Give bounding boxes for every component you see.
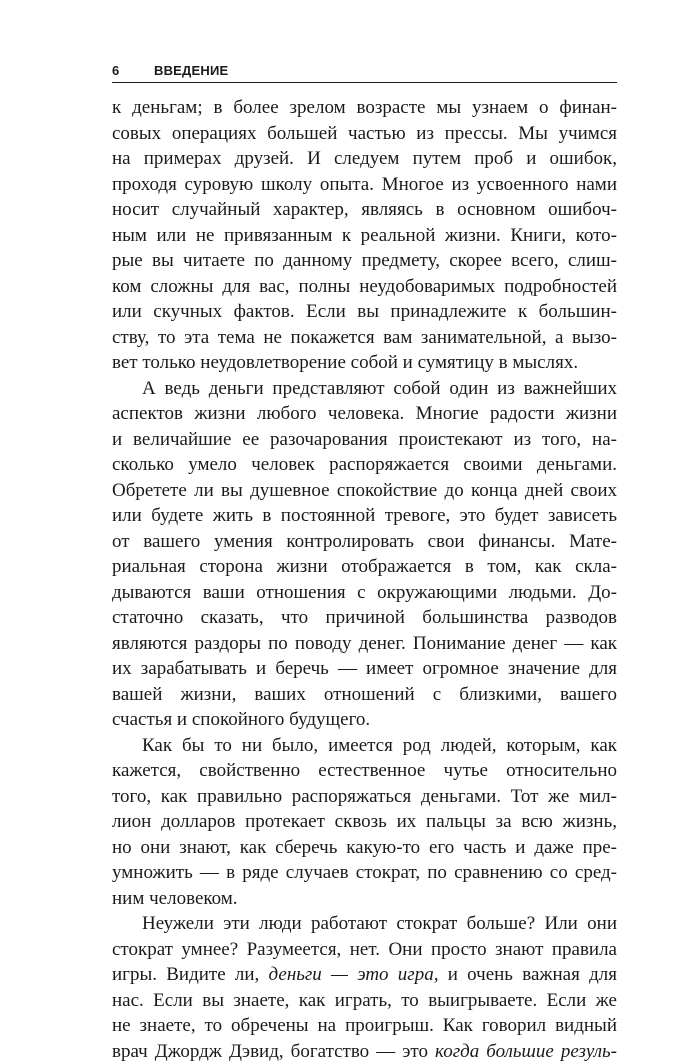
text-line: кажется, свойственно естественное чутье относительно (112, 758, 617, 784)
text-line: вет только неудовлетворение собой и сумятицу в мыслях. (112, 350, 617, 376)
section-title: ВВЕДЕНИЕ (154, 63, 228, 78)
text-run: врач Джордж Дэвид, богатство — это (112, 1041, 435, 1062)
text-line: не знаете, то обречены на проигрыш. Как говорил видный (112, 1013, 617, 1039)
text-line-with-italic (112, 962, 617, 988)
page-number: 6 (112, 63, 119, 78)
text-line: к деньгам; в более зрелом возрасте мы узнаем о финан- (112, 95, 617, 121)
text-line: дываются ваши отношения с окружающими людьми. До- (112, 580, 617, 606)
text-line: их зарабатывать и беречь — имеет огромное значение для (112, 656, 617, 682)
text-line: и величайшие ее разочарования проистекают из того, на- (112, 427, 617, 453)
paragraph-1 (112, 95, 617, 376)
text-line: ком сложны для вас, полны неудобоваримых подробностей (112, 274, 617, 300)
text-line: стократ умнее? Разумеется, нет. Они просто знают правила (112, 937, 617, 963)
text-line: риальная сторона жизни отображается в том, как скла- (112, 554, 617, 580)
text-line: но они знают, как сберечь какую-то его часть и даже пре- (112, 835, 617, 861)
text-line: или будете жить в постоянной тревоге, это будет зависеть (112, 503, 617, 529)
text-line: совых операциях большей частью из прессы. Мы учимся (112, 121, 617, 147)
paragraph-2 (112, 376, 617, 733)
text-line: Обретете ли вы душевное спокойствие до конца дней своих (112, 478, 617, 504)
text-line: статочно сказать, что причиной большинства разводов (112, 605, 617, 631)
text-line: сколько умело человек распоряжается своими деньгами. (112, 452, 617, 478)
text-run: и очень важная для (438, 964, 617, 985)
paragraph-3 (112, 733, 617, 912)
text-line: того, как правильно распоряжаться деньгами. Тот же мил- (112, 784, 617, 810)
text-line: счастья и спокойного будущего. (112, 707, 617, 733)
text-line: проходя суровую школу опыта. Многое из усвоенного нами (112, 172, 617, 198)
text-line: нас. Если вы знаете, как играть, то выигрываете. Если же (112, 988, 617, 1014)
text-line: Как бы то ни было, имеется род людей, которым, как (112, 733, 617, 759)
text-line: или скучных фактов. Если вы принадлежите к большин- (112, 299, 617, 325)
running-header (112, 58, 617, 83)
text-line: ству, то эта тема не покажется вам занимательной, а вызо- (112, 325, 617, 351)
text-line: Неужели эти люди работают стократ больше? Или они (112, 911, 617, 937)
text-line: рые вы читаете по данному предмету, скорее всего, слиш- (112, 248, 617, 274)
text-line: ным или не привязанным к реальной жизни. Книги, кото- (112, 223, 617, 249)
text-line: А ведь деньги представляют собой один из важнейших (112, 376, 617, 402)
body-text (112, 95, 617, 1064)
text-line: от вашего умения контролировать свои финансы. Мате- (112, 529, 617, 555)
text-line: носит случайный характер, являясь в основном ошибоч- (112, 197, 617, 223)
text-line: являются раздоры по поводу денег. Понимание денег — как (112, 631, 617, 657)
text-line: аспектов жизни любого человека. Многие радости жизни (112, 401, 617, 427)
italic-phrase: когда большие резуль- (435, 1041, 617, 1062)
text-line: ним человеком. (112, 886, 617, 912)
text-line-with-italic (112, 1039, 617, 1064)
text-line: лион долларов протекает сквозь их пальцы за всю жизнь, (112, 809, 617, 835)
text-run: игры. Видите ли, (112, 964, 269, 985)
text-line: умножить — в ряде случаев стократ, по сравнению со сред- (112, 860, 617, 886)
italic-phrase: деньги — это игра, (269, 964, 439, 985)
text-line: вашей жизни, ваших отношений с близкими, вашего (112, 682, 617, 708)
text-line: на примерах друзей. И следуем путем проб и ошибок, (112, 146, 617, 172)
paragraph-4 (112, 911, 617, 1064)
